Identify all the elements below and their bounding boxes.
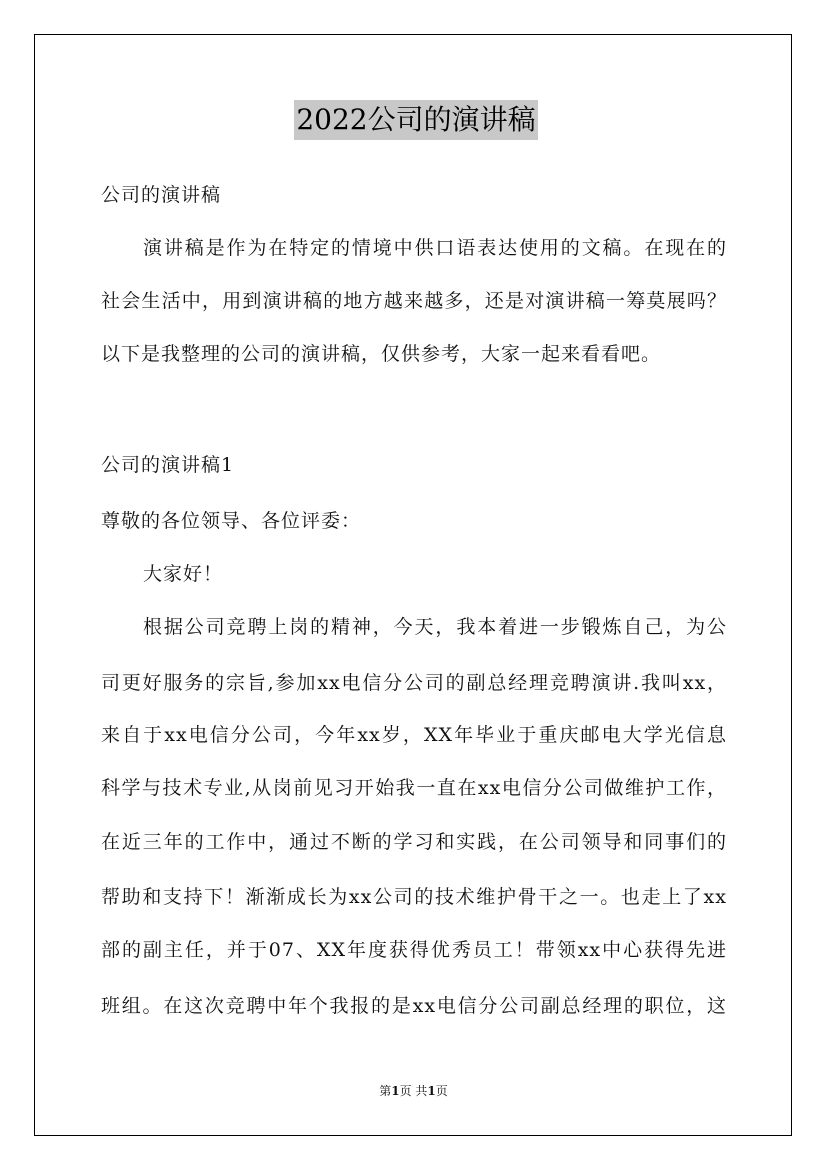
salutation: 尊敬的各位领导、各位评委：: [101, 510, 362, 532]
greeting: 大家好！: [143, 563, 224, 585]
paragraph-line: 班组。在这次竞聘中年个我报的是xx电信分公司副总经理的职位，这: [101, 995, 727, 1017]
footer-page-prefix: 第: [379, 1084, 392, 1098]
paragraph-line: 社会生活中，用到演讲稿的地方越来越多，还是对演讲稿一筹莫展吗？: [101, 290, 727, 312]
paragraph-line: 演讲稿是作为在特定的情境中供口语表达使用的文稿。在现在的: [143, 237, 727, 259]
footer-total-pages: 1: [427, 1084, 436, 1098]
document-title: 2022公司的演讲稿: [294, 100, 537, 140]
paragraph-line: 司更好服务的宗旨,参加xx电信分公司的副总经理竞聘演讲.我叫xx，: [101, 672, 727, 694]
document-subtitle: 公司的演讲稿: [101, 184, 222, 206]
paragraph-line: 部的副主任，并于07、XX年度获得优秀员工！带领xx中心获得先进: [101, 939, 727, 961]
paragraph-line: 根据公司竞聘上岗的精神，今天，我本着进一步锻炼自己，为公: [143, 616, 727, 638]
paragraph-line: 帮助和支持下！渐渐成长为xx公司的技术维护骨干之一。也走上了xx: [101, 886, 727, 908]
footer-page-suffix: 页: [435, 1084, 448, 1098]
footer-page-mid: 页 共: [399, 1084, 428, 1098]
paragraph-line: 以下是我整理的公司的演讲稿，仅供参考，大家一起来看看吧。: [101, 343, 662, 365]
paragraph-line: 来自于xx电信分公司，今年xx岁，XX年毕业于重庆邮电大学光信息: [101, 724, 727, 746]
page-footer: [0, 1082, 827, 1099]
title-container: [101, 100, 731, 140]
paragraph-line: 在近三年的工作中，通过不断的学习和实践，在公司领导和同事们的: [101, 831, 727, 853]
section-heading: 公司的演讲稿1: [101, 454, 235, 476]
footer-page-number: 1: [391, 1084, 400, 1098]
paragraph-line: 科学与技术专业,从岗前见习开始我一直在xx电信分公司做维护工作，: [101, 777, 727, 799]
